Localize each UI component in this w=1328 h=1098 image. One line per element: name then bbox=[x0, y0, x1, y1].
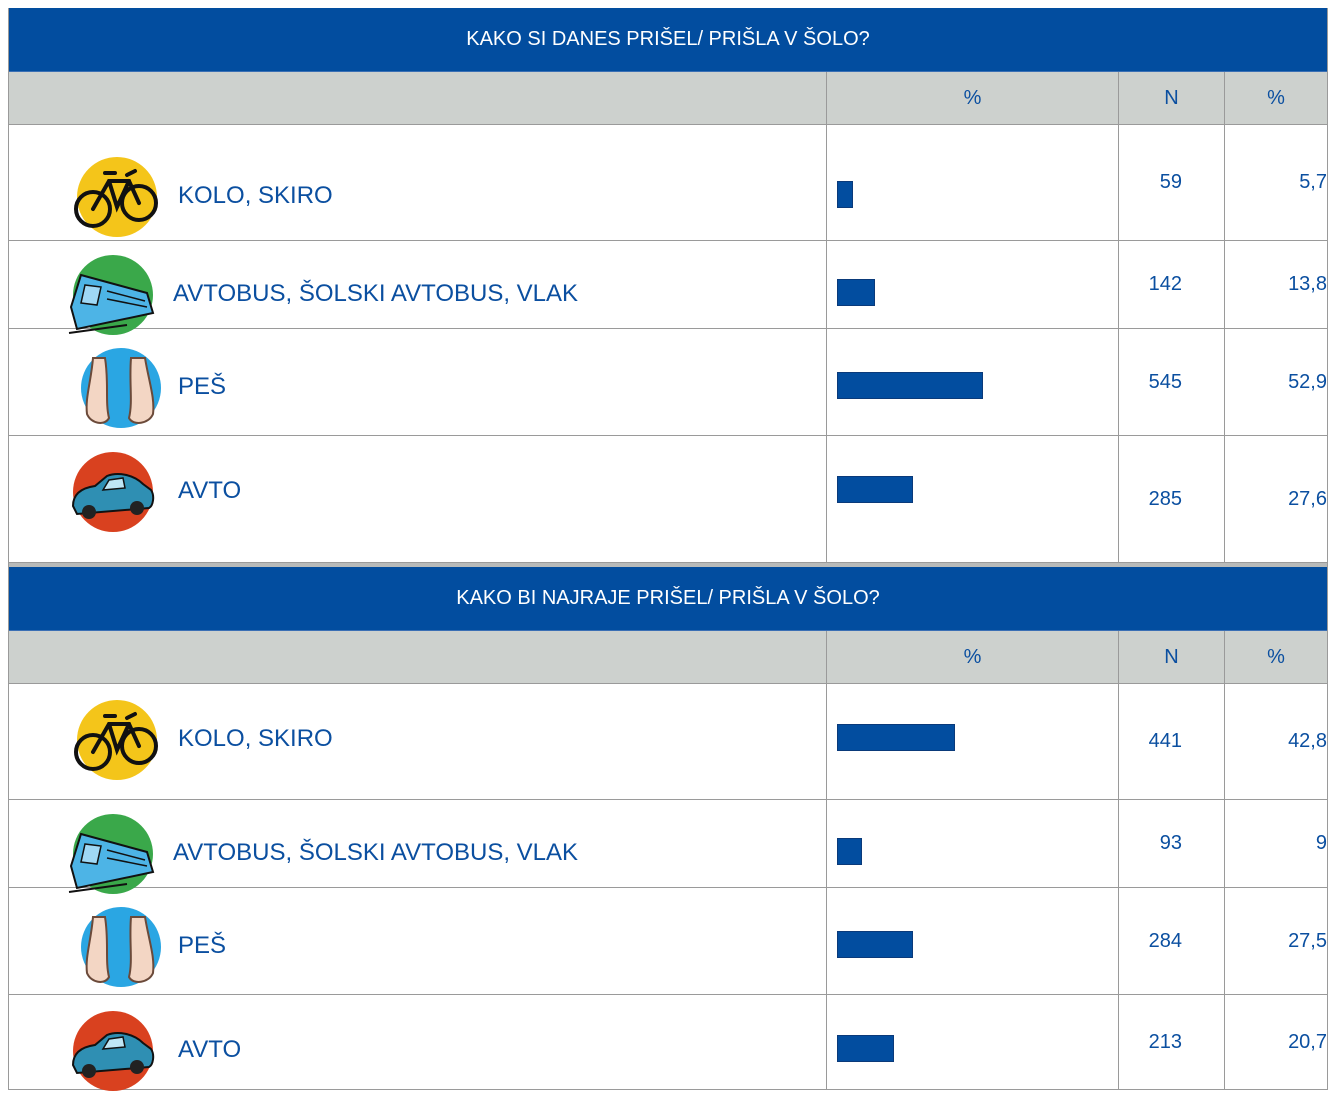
column-header-row bbox=[9, 631, 1327, 684]
header-percent: % bbox=[1224, 72, 1327, 124]
table-row bbox=[9, 241, 1327, 329]
percent-bar bbox=[837, 1035, 894, 1062]
percent-value: 52,9 bbox=[1224, 329, 1327, 435]
section-preferred bbox=[9, 567, 1327, 1090]
header-label-cell bbox=[9, 631, 826, 683]
n-value: 285 bbox=[1118, 436, 1224, 562]
header-percent: % bbox=[1224, 631, 1327, 683]
row-label-cell bbox=[9, 684, 826, 799]
percent-value: 9 bbox=[1224, 800, 1327, 887]
table-row bbox=[9, 995, 1327, 1090]
table-row bbox=[9, 888, 1327, 995]
bus-icon bbox=[67, 808, 155, 896]
row-label: PEŠ bbox=[178, 932, 227, 959]
section-title: KAKO BI NAJRAJE PRIŠEL/ PRIŠLA V ŠOLO? bbox=[9, 567, 1327, 631]
row-label-cell bbox=[9, 125, 826, 240]
n-value: 441 bbox=[1118, 684, 1224, 799]
section-today bbox=[9, 8, 1327, 563]
bar-cell bbox=[826, 800, 1118, 887]
bar-cell bbox=[826, 436, 1118, 562]
percent-value: 5,7 bbox=[1224, 125, 1327, 240]
percent-bar bbox=[837, 372, 983, 399]
percent-value: 42,8 bbox=[1224, 684, 1327, 799]
car-icon bbox=[67, 1005, 155, 1093]
row-label: KOLO, SKIRO bbox=[178, 182, 333, 209]
table-row bbox=[9, 125, 1327, 241]
row-label-cell bbox=[9, 888, 826, 994]
row-label: AVTOBUS, ŠOLSKI AVTOBUS, VLAK bbox=[173, 839, 579, 866]
percent-value: 27,5 bbox=[1224, 888, 1327, 994]
percent-bar bbox=[837, 838, 862, 865]
n-value: 213 bbox=[1118, 995, 1224, 1089]
bus-icon bbox=[67, 249, 155, 337]
n-value: 545 bbox=[1118, 329, 1224, 435]
row-label: AVTO bbox=[178, 1036, 242, 1063]
percent-value: 27,6 bbox=[1224, 436, 1327, 562]
percent-bar bbox=[837, 181, 853, 208]
header-bar-percent: % bbox=[826, 72, 1118, 124]
row-label-cell bbox=[9, 436, 826, 562]
percent-bar bbox=[837, 724, 955, 751]
n-value: 93 bbox=[1118, 800, 1224, 887]
bar-cell bbox=[826, 241, 1118, 328]
percent-bar bbox=[837, 476, 913, 503]
header-n: N bbox=[1118, 72, 1224, 124]
row-label: AVTOBUS, ŠOLSKI AVTOBUS, VLAK bbox=[173, 280, 579, 307]
table-row bbox=[9, 329, 1327, 436]
row-label: AVTO bbox=[178, 477, 242, 504]
row-label: KOLO, SKIRO bbox=[178, 725, 333, 752]
row-label-cell bbox=[9, 995, 826, 1089]
feet-icon bbox=[75, 901, 163, 989]
n-value: 284 bbox=[1118, 888, 1224, 994]
row-label-cell bbox=[9, 800, 826, 887]
row-label-cell bbox=[9, 241, 826, 328]
percent-bar bbox=[837, 931, 913, 958]
survey-table bbox=[8, 8, 1328, 1090]
row-label: PEŠ bbox=[178, 373, 227, 400]
percent-value: 13,8 bbox=[1224, 241, 1327, 328]
bar-cell bbox=[826, 888, 1118, 994]
header-label-cell bbox=[9, 72, 826, 124]
bicycle-icon bbox=[71, 694, 159, 782]
row-label-cell bbox=[9, 329, 826, 435]
header-bar-percent: % bbox=[826, 631, 1118, 683]
table-row bbox=[9, 800, 1327, 888]
feet-icon bbox=[75, 342, 163, 430]
bar-cell bbox=[826, 684, 1118, 799]
header-n: N bbox=[1118, 631, 1224, 683]
car-icon bbox=[67, 446, 155, 534]
section-title: KAKO SI DANES PRIŠEL/ PRIŠLA V ŠOLO? bbox=[9, 8, 1327, 72]
percent-value: 20,7 bbox=[1224, 995, 1327, 1089]
percent-bar bbox=[837, 279, 875, 306]
n-value: 59 bbox=[1118, 125, 1224, 240]
column-header-row bbox=[9, 72, 1327, 125]
bar-cell bbox=[826, 125, 1118, 240]
table-row bbox=[9, 436, 1327, 563]
bicycle-icon bbox=[71, 151, 159, 239]
table-row bbox=[9, 684, 1327, 800]
n-value: 142 bbox=[1118, 241, 1224, 328]
bar-cell bbox=[826, 995, 1118, 1089]
bar-cell bbox=[826, 329, 1118, 435]
